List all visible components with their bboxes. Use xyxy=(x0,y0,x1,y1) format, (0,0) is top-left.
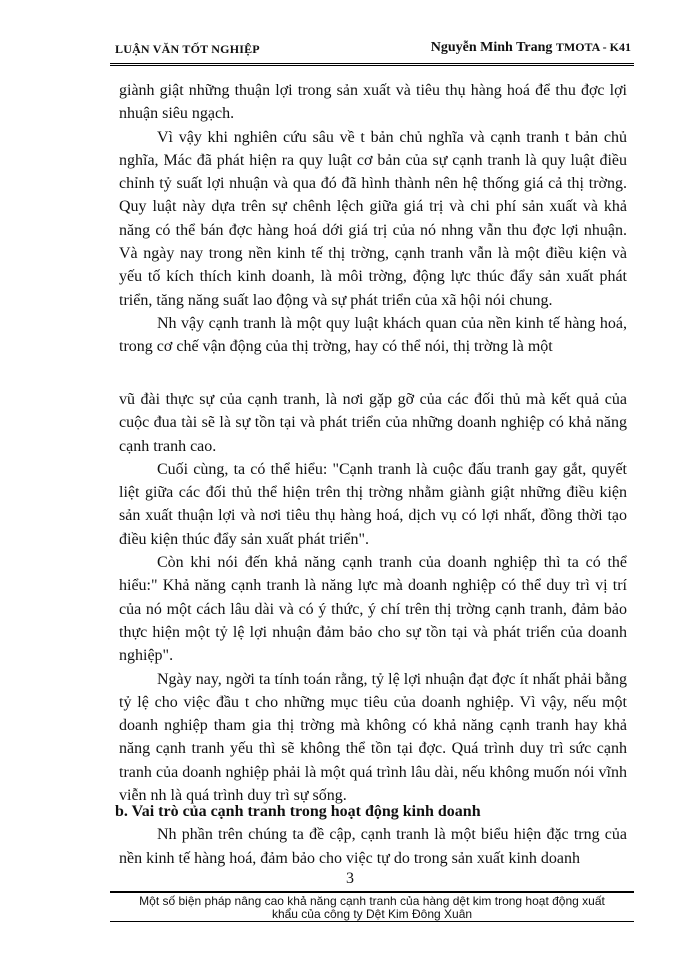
text-block-middle xyxy=(119,388,627,807)
text-block-top xyxy=(119,79,627,359)
paragraph: Vì vậy khi nghiên cứu sâu về t bản chủ nghĩa và cạnh tranh t bản chủ nghĩa, Mác đã phát hiện ra quy luật cơ bản của sự cạnh tranh là quy luật điều chỉnh tỷ suất lợi nhuận và qua đó đã hình thành nên hệ thống giá cả thị trờng. Quy luật này dựa trên sự chênh lệch giữa giá trị và chi phí sản xuất và khả năng có thể bán đợc hàng hoá dới giá trị của nó nhng vẫn thu đợc lợi nhuận. Và ngày nay trong nền kinh tế thị trờng, cạnh tranh vẫn là một điều kiện và yếu tố kích thích kinh doanh, là môi trờng, động lực thúc đẩy sản xuất phát triển, tăng năng suất lao động và sự phát triển của xã hội nói chung. xyxy=(119,128,627,309)
section-block xyxy=(115,800,627,870)
paragraph: Nh vậy cạnh tranh là một quy luật khách quan của nền kinh tế hàng hoá, trong cơ chế vận động của thị trờng, hay có thể nói, thị trờng là một xyxy=(119,314,627,356)
page-number: 3 xyxy=(346,870,354,887)
header-author-block xyxy=(431,40,631,56)
paragraph: giành giật những thuận lợi trong sản xuất và tiêu thụ hàng hoá để thu đợc lợi nhuận siêu ngạch. xyxy=(119,82,627,123)
header-author: Nguyễn Minh Trang xyxy=(430,40,553,55)
paragraph: vũ đài thực sự của cạnh tranh, là nơi gặp gỡ của các đối thủ mà kết quả của cuộc đua tài sẽ là sự tồn tại và phát triển của những doanh nghiệp có khả năng cạnh tranh cao. xyxy=(119,391,627,455)
footer-rule xyxy=(110,891,634,893)
footer-underline xyxy=(110,921,634,922)
header-rule xyxy=(110,63,634,66)
paragraph: Nh phần trên chúng ta đề cập, cạnh tranh là một biểu hiện đặc trng của nền kinh tế hàng hoá, đảm bảo cho việc tự do trong sản xuất kinh doanh xyxy=(119,826,627,867)
footer-line: Một số biện pháp nâng cao khả năng cạnh tranh của hàng dệt kim trong hoạt động xuất xyxy=(139,894,605,908)
header-class-code: TMOTA - K41 xyxy=(555,40,631,54)
section-heading: b. Vai trò của cạnh tranh trong hoạt động kinh doanh xyxy=(115,803,481,820)
paragraph: Cuối cùng, ta có thể hiểu: "Cạnh tranh là cuộc đấu tranh gay gắt, quyết liệt giữa các đối thủ thể hiện trên thị trờng nhằm giành giật những điều kiện sản xuất thuận lợi và nơi tiêu thụ hàng hoá, dịch vụ có lợi nhất, đồng thời tạo điều kiện thúc đẩy sản xuất phát triển". xyxy=(119,460,627,548)
footer-line: khẩu của công ty Dệt Kim Đông Xuân xyxy=(271,906,473,921)
page-header xyxy=(115,40,631,60)
page-footer xyxy=(110,895,634,920)
paragraph: Còn khi nói đến khả năng cạnh tranh của doanh nghiệp thì ta có thể hiểu:" Khả năng cạnh tranh là năng lực mà doanh nghiệp có thể duy trì vị trí của nó một cách lâu dài và có ý thức, ý chí trên thị trờng cạnh tranh, đảm bảo thực hiện một tỷ lệ lợi nhuận đảm bảo cho sự tồn tại và phát triển của doanh nghiệp". xyxy=(119,554,627,665)
paragraph: Ngày nay, ngời ta tính toán rằng, tỷ lệ lợi nhuận đạt đợc ít nhất phải bằng tỷ lệ cho việc đầu t cho những mục tiêu của doanh nghiệp. Vì vậy, nếu một doanh nghiệp tham gia thị trờng mà không có khả năng cạnh tranh hay khả năng cạnh tranh yếu thì sẽ không thể tồn tại đợc. Quá trình duy trì sức cạnh tranh của doanh nghiệp phải là một quá trình lâu dài, nếu không muốn nói vĩnh viễn nh là quá trình duy trì sự sống. xyxy=(119,670,627,805)
header-title: LUẬN VĂN TỐT NGHIỆP xyxy=(115,42,260,56)
